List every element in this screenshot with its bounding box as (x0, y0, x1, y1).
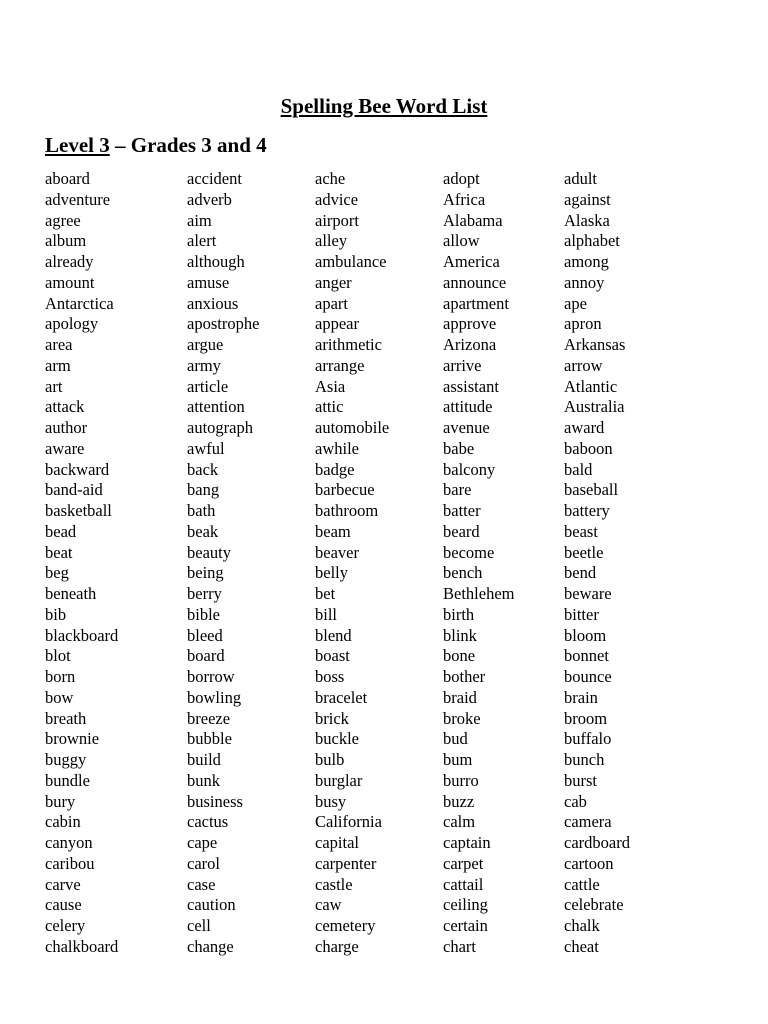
word-row (0, 937, 768, 958)
word-item: boast (315, 646, 350, 666)
word-item: bare (443, 480, 472, 500)
word-item: basketball (45, 501, 112, 520)
word-row (0, 646, 768, 667)
word-item: aboard (45, 169, 90, 188)
word-item: bet (315, 584, 336, 603)
word-item: amount (45, 272, 95, 292)
word-item: bulb (315, 750, 345, 769)
word-row (0, 812, 768, 833)
word-item: beam (315, 521, 351, 541)
word-row (0, 688, 768, 709)
word-item: buzz (443, 791, 475, 811)
word-item: alert (187, 231, 217, 251)
word-item: bracelet (315, 687, 368, 707)
word-item: belly (315, 563, 348, 583)
word-item: borrow (187, 667, 235, 686)
word-item: aim (187, 210, 212, 230)
word-item: cactus (187, 812, 229, 832)
word-row (0, 190, 768, 211)
word-item: adult (564, 169, 597, 188)
word-item: advice (315, 189, 359, 209)
word-item: business (187, 791, 243, 811)
word-row (0, 626, 768, 647)
word-item: broke (443, 708, 481, 728)
word-item: arrange (315, 355, 365, 375)
word-item: article (187, 376, 229, 396)
level-heading (45, 132, 267, 158)
word-item: bible (187, 604, 220, 624)
word-item: author (45, 418, 88, 437)
word-row (0, 314, 768, 335)
word-item: already (45, 252, 94, 271)
word-item: among (564, 252, 609, 271)
word-item: bib (45, 604, 67, 624)
word-row (0, 522, 768, 543)
word-item: capital (315, 833, 359, 852)
word-item: celebrate (564, 895, 624, 915)
word-item: camera (564, 812, 612, 832)
word-item: bleed (187, 625, 223, 645)
word-item: apron (564, 314, 602, 334)
word-row (0, 211, 768, 232)
word-item: autograph (187, 418, 253, 437)
word-item: battery (564, 501, 610, 520)
word-item: barbecue (315, 480, 375, 500)
word-item: bounce (564, 667, 612, 686)
word-row (0, 356, 768, 377)
word-item: board (187, 646, 225, 666)
word-item: allow (443, 231, 480, 251)
word-item: bathroom (315, 501, 379, 520)
word-row (0, 916, 768, 937)
word-item: bench (443, 563, 483, 583)
word-item: caribou (45, 853, 95, 873)
word-row (0, 709, 768, 730)
word-item: canyon (45, 833, 93, 852)
word-item: cattle (564, 874, 600, 894)
word-item: beetle (564, 542, 604, 562)
word-row (0, 584, 768, 605)
word-item: become (443, 542, 495, 562)
word-item: amuse (187, 272, 230, 292)
word-item: Alaska (564, 210, 610, 230)
word-row (0, 895, 768, 916)
word-item: attitude (443, 397, 493, 417)
word-item: bud (443, 729, 468, 749)
word-item: awful (187, 438, 225, 458)
word-item: chalk (564, 916, 600, 935)
word-item: brownie (45, 729, 100, 749)
word-item: Australia (564, 397, 625, 417)
word-item: America (443, 252, 500, 271)
word-row (0, 667, 768, 688)
word-item: apartment (443, 293, 509, 313)
word-item: bath (187, 501, 216, 520)
word-item: cab (564, 791, 587, 811)
word-item: balcony (443, 459, 496, 479)
word-item: Arizona (443, 335, 497, 354)
word-item: California (315, 812, 382, 832)
word-row (0, 252, 768, 273)
word-item: bald (564, 459, 593, 479)
word-item: caution (187, 895, 236, 915)
word-item: burglar (315, 770, 363, 790)
word-item: badge (315, 459, 355, 479)
word-item: busy (315, 791, 347, 811)
word-item: blend (315, 625, 352, 645)
word-item: beaver (315, 542, 359, 562)
word-item: baseball (564, 480, 619, 500)
page-title-text: Spelling Bee Word List (280, 94, 488, 118)
word-row (0, 169, 768, 190)
word-item: carpenter (315, 853, 377, 873)
word-item: bend (564, 563, 597, 583)
word-item: avenue (443, 418, 490, 437)
word-item: aware (45, 438, 85, 458)
word-item: agree (45, 210, 81, 230)
word-item: babe (443, 438, 475, 458)
level-separator: – (109, 133, 131, 157)
word-item: buckle (315, 729, 359, 749)
word-item: carol (187, 853, 220, 873)
word-item: cabin (45, 812, 81, 832)
word-item: castle (315, 874, 353, 894)
word-row (0, 750, 768, 771)
word-item: bone (443, 646, 476, 666)
word-item: burst (564, 770, 597, 790)
word-item: attack (45, 397, 85, 417)
word-item: adverb (187, 189, 232, 209)
word-item: berry (187, 584, 222, 603)
word-row (0, 335, 768, 356)
word-item: beat (45, 542, 73, 562)
word-item: build (187, 750, 221, 769)
word-item: bitter (564, 604, 599, 624)
word-item: braid (443, 687, 477, 707)
word-row (0, 294, 768, 315)
word-item: broom (564, 708, 608, 728)
word-item: accident (187, 169, 242, 188)
word-item: backward (45, 459, 110, 479)
word-item: cartoon (564, 853, 614, 873)
word-row (0, 729, 768, 750)
word-item: change (187, 936, 234, 956)
word-item: chalkboard (45, 936, 119, 956)
word-item: baboon (564, 438, 613, 458)
word-item: beg (45, 563, 69, 583)
word-row (0, 605, 768, 626)
word-item: captain (443, 833, 491, 852)
word-item: charge (315, 936, 359, 956)
word-row (0, 875, 768, 896)
word-item: Arkansas (564, 335, 626, 354)
word-item: bead (45, 521, 77, 541)
word-item: celery (45, 916, 86, 935)
word-item: carpet (443, 853, 484, 873)
word-item: Alabama (443, 210, 503, 230)
word-item: bury (45, 791, 76, 811)
word-item: bonnet (564, 646, 609, 666)
grades-label: Grades 3 and 4 (130, 133, 267, 157)
word-item: calm (443, 812, 476, 832)
word-item: alley (315, 231, 348, 251)
word-item: bowling (187, 687, 242, 707)
word-item: art (45, 376, 63, 396)
word-item: ache (315, 169, 346, 188)
word-item: breath (45, 708, 87, 728)
word-item: case (187, 874, 216, 894)
word-item: bundle (45, 770, 90, 790)
word-item: arm (45, 355, 71, 375)
word-item: cheat (564, 936, 599, 956)
word-item: Bethlehem (443, 584, 515, 603)
word-item: beneath (45, 584, 97, 603)
word-item: bloom (564, 625, 607, 645)
word-item: apology (45, 314, 99, 334)
word-item: blink (443, 625, 477, 645)
word-item: album (45, 231, 87, 251)
word-item: adventure (45, 189, 111, 209)
word-item: bubble (187, 729, 232, 749)
word-item: brain (564, 687, 598, 707)
word-item: buffalo (564, 729, 612, 749)
word-item: chart (443, 936, 476, 956)
word-item: area (45, 335, 73, 354)
word-row (0, 501, 768, 522)
word-item: birth (443, 604, 475, 624)
word-item: bother (443, 667, 486, 686)
word-item: anger (315, 272, 352, 292)
word-item: apart (315, 293, 348, 313)
word-item: Atlantic (564, 376, 618, 396)
word-item: although (187, 252, 245, 271)
word-item: batter (443, 501, 481, 520)
word-item: buggy (45, 750, 87, 769)
word-item: blot (45, 646, 71, 666)
word-item: cemetery (315, 916, 376, 935)
word-item: back (187, 459, 219, 479)
word-item: army (187, 355, 221, 375)
word-item: arrive (443, 355, 482, 375)
word-item: beak (187, 521, 219, 541)
word-item: cell (187, 916, 211, 935)
page-title (0, 93, 768, 119)
level-label: Level 3 (45, 133, 110, 157)
word-item: apostrophe (187, 314, 260, 334)
word-item: annoy (564, 272, 605, 292)
word-item: approve (443, 314, 497, 334)
word-item: boss (315, 667, 345, 686)
word-row (0, 833, 768, 854)
word-row (0, 418, 768, 439)
word-item: beard (443, 521, 480, 541)
word-row (0, 439, 768, 460)
word-item: anxious (187, 293, 239, 313)
word-row (0, 273, 768, 294)
word-row (0, 480, 768, 501)
word-item: adopt (443, 169, 480, 188)
word-item: award (564, 418, 605, 437)
word-item: blackboard (45, 625, 119, 645)
word-row (0, 771, 768, 792)
word-row (0, 792, 768, 813)
word-item: being (187, 563, 224, 583)
word-item: airport (315, 210, 359, 230)
word-item: automobile (315, 418, 390, 437)
word-item: cardboard (564, 833, 630, 852)
word-row (0, 563, 768, 584)
word-item: attic (315, 397, 344, 417)
word-row (0, 460, 768, 481)
word-item: breeze (187, 708, 231, 728)
word-item: cause (45, 895, 82, 915)
word-item: ape (564, 293, 587, 313)
word-item: against (564, 189, 611, 209)
word-item: bang (187, 480, 220, 500)
word-row (0, 397, 768, 418)
word-item: cape (187, 833, 218, 852)
word-item: bow (45, 687, 74, 707)
word-list (0, 169, 768, 958)
word-item: certain (443, 916, 488, 935)
word-item: brick (315, 708, 349, 728)
word-item: bunk (187, 770, 220, 790)
word-item: Asia (315, 376, 346, 396)
word-item: argue (187, 335, 224, 354)
word-item: awhile (315, 438, 359, 458)
word-item: bunch (564, 750, 605, 769)
word-item: assistant (443, 376, 499, 396)
word-item: beast (564, 521, 598, 541)
word-item: appear (315, 314, 359, 334)
word-item: attention (187, 397, 245, 417)
word-item: Antarctica (45, 293, 114, 313)
word-item: beauty (187, 542, 231, 562)
word-row (0, 231, 768, 252)
word-row (0, 543, 768, 564)
word-item: alphabet (564, 231, 620, 251)
word-row (0, 377, 768, 398)
word-item: born (45, 667, 76, 686)
word-item: caw (315, 895, 342, 915)
word-item: beware (564, 584, 612, 603)
word-row (0, 854, 768, 875)
word-item: band-aid (45, 480, 103, 500)
word-item: arithmetic (315, 335, 382, 354)
word-item: ambulance (315, 252, 387, 271)
word-item: carve (45, 874, 81, 894)
word-item: bum (443, 750, 473, 769)
word-item: ceiling (443, 895, 488, 915)
word-item: announce (443, 272, 507, 292)
word-item: burro (443, 770, 479, 790)
word-item: cattail (443, 874, 484, 894)
word-item: Africa (443, 189, 486, 209)
word-item: arrow (564, 355, 603, 375)
word-item: bill (315, 604, 338, 624)
